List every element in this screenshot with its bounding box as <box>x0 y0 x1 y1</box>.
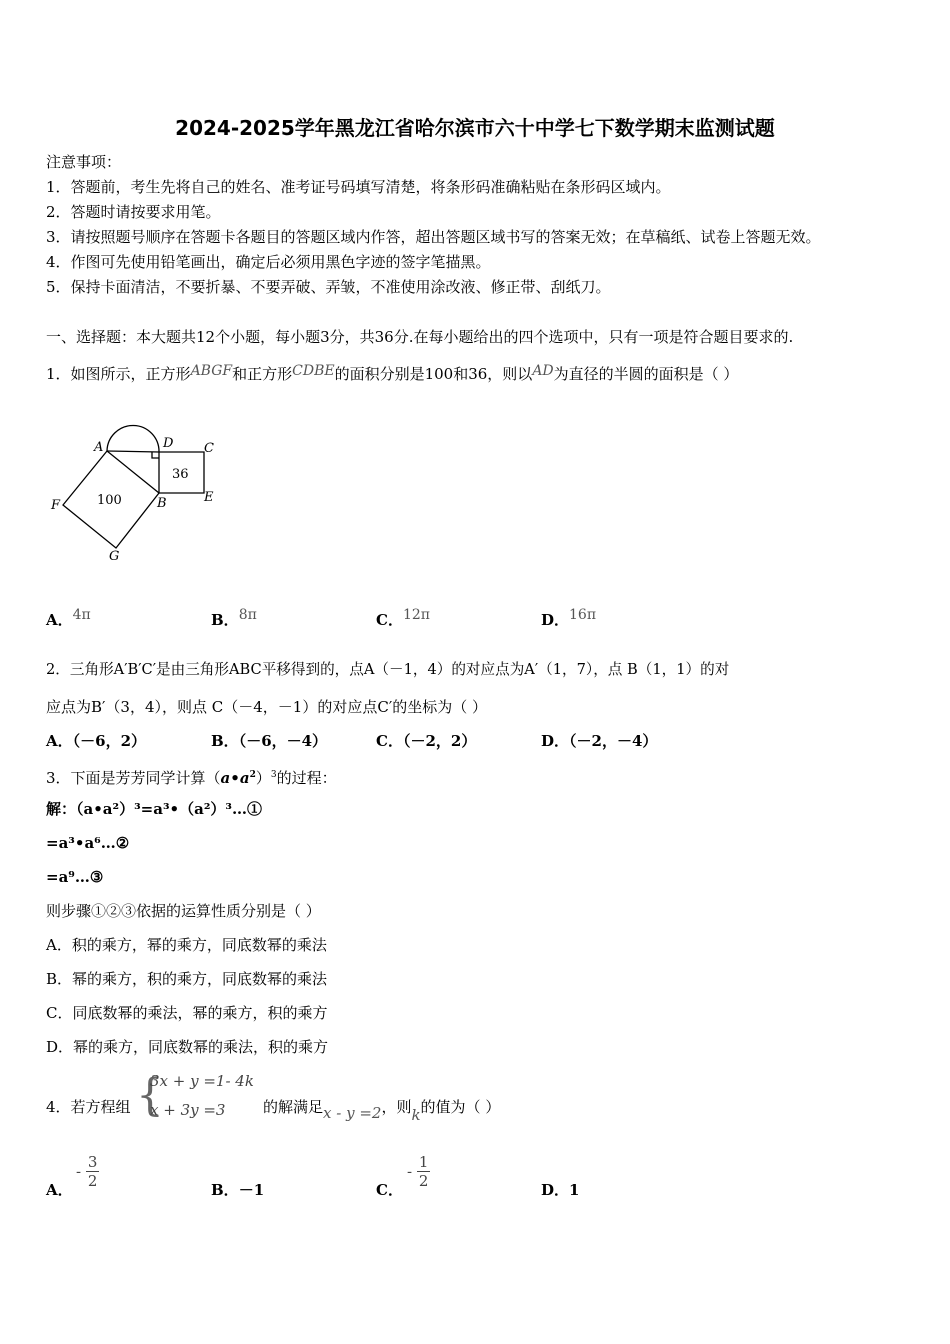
math-ad: AD <box>532 363 554 379</box>
section-heading: 一、选择题：本大题共12个小题，每小题3分，共36分.在每小题给出的四个选项中，只有一项是符合题目要求的. <box>46 328 794 346</box>
question-4-stem-b <box>263 1097 501 1124</box>
numerator: 1 <box>418 1153 429 1171</box>
denominator: 2 <box>418 1172 429 1190</box>
option-b[interactable] <box>211 607 257 631</box>
option-value: 8π <box>238 607 257 623</box>
option-value: －1 <box>238 1181 265 1199</box>
area-100: 100 <box>97 493 122 508</box>
option-label: B． <box>211 611 239 629</box>
text: ） <box>255 769 271 787</box>
question-number: 4． <box>46 1098 71 1116</box>
option-a[interactable] <box>46 731 146 751</box>
option-a[interactable] <box>46 607 91 631</box>
text: 若方程组 <box>70 1098 131 1116</box>
math-abgf: ABGF <box>190 363 233 379</box>
option-label: D． <box>541 1181 570 1199</box>
option-d[interactable] <box>541 731 657 751</box>
question-3-ask: 则步骤①②③依据的运算性质分别是（ ） <box>46 902 321 920</box>
question-3-stem <box>46 765 337 788</box>
option-value: （－2，2） <box>402 732 477 750</box>
brace-icon: { <box>136 1070 164 1121</box>
option-c[interactable] <box>376 731 476 751</box>
area-36: 36 <box>172 467 189 482</box>
option-label: D． <box>541 732 570 750</box>
notice-heading: 注意事项： <box>46 153 122 171</box>
math-cdbe: CDBE <box>292 363 335 379</box>
condition: x - y =2 <box>323 1104 382 1122</box>
notice-item: 3．请按照题号顺序在答题卡各题目的答题区域内作答，超出答题区域书写的答案无效；在草稿纸、试卷上答题无效。 <box>46 228 821 246</box>
text: 的值为（ ） <box>420 1098 501 1116</box>
option-value: 16π <box>569 607 597 623</box>
label-c: C <box>204 441 214 456</box>
right-angle-mark <box>152 452 159 458</box>
option-d[interactable] <box>541 607 597 631</box>
option-value: （－6，－4） <box>238 732 328 750</box>
option-c[interactable]: C．同底数幂的乘法，幂的乘方，积的乘方 <box>46 1004 328 1022</box>
exponent: 2 <box>249 770 256 780</box>
notice-item: 4．作图可先使用铅笔画出，确定后必须用黑色字迹的签字笔描黑。 <box>46 253 491 271</box>
question-4-stem-a <box>46 1097 131 1117</box>
text: 的过程： <box>276 769 337 787</box>
option-value: 4π <box>72 607 91 623</box>
question-1-stem <box>46 364 738 385</box>
label-f: F <box>51 498 61 513</box>
option-a-value <box>76 1153 99 1190</box>
text: 和正方形 <box>232 365 293 383</box>
text: 如图所示，正方形 <box>70 365 191 383</box>
option-label: B． <box>211 1181 239 1199</box>
option-a[interactable]: A．积的乘方，幂的乘方，同底数幂的乘法 <box>46 936 327 954</box>
option-b[interactable] <box>211 731 327 751</box>
option-value: 12π <box>402 607 430 623</box>
question-2-line-1: 2．三角形A′B′C′是由三角形ABC平移得到的，点A（－1，4）的对应点为A′（1，7），点 B（1，1）的对 <box>46 661 730 678</box>
option-label: D． <box>541 611 570 629</box>
label-g: G <box>109 549 120 564</box>
option-label: C． <box>376 611 403 629</box>
geometry-figure <box>46 410 236 570</box>
notice-item: 2．答题时请按要求用笔。 <box>46 203 221 221</box>
option-value: （－6，2） <box>72 732 147 750</box>
question-2-line-2: 应点为B′（3，4），则点 C（－4，－1）的对应点C′的坐标为（ ） <box>46 698 488 716</box>
option-d[interactable] <box>541 1180 579 1200</box>
label-d: D <box>163 436 174 451</box>
exponent: 3 <box>270 770 277 780</box>
option-c-label[interactable]: C． <box>376 1181 403 1199</box>
label-e: E <box>204 490 214 505</box>
semicircle <box>107 426 159 452</box>
step-3: =a⁹…③ <box>46 868 104 886</box>
page-title: 2024-2025学年黑龙江省哈尔滨市六十中学七下数学期末监测试题 <box>175 116 775 140</box>
equation-1: 3x + y =1- 4k <box>150 1072 254 1090</box>
notice-item: 5．保持卡面清洁，不要折暴、不要弄破、弄皱，不准使用涂改液、修正带、刮纸刀。 <box>46 278 611 296</box>
text: 的面积分别是100和36，则以 <box>334 365 533 383</box>
sign: - <box>76 1162 82 1181</box>
option-b[interactable] <box>211 1180 264 1200</box>
notice-item: 1．答题前，考生先将自己的姓名、准考证号码填写清楚，将条形码准确粘贴在条形码区域内。 <box>46 178 671 196</box>
option-c[interactable] <box>376 607 430 631</box>
question-number: 1． <box>46 365 71 383</box>
option-a-label[interactable]: A． <box>46 1181 73 1199</box>
sign: - <box>407 1162 413 1181</box>
option-label: A． <box>46 611 73 629</box>
option-c-value <box>407 1153 430 1190</box>
step-2: =a³•a⁶…② <box>46 834 130 852</box>
option-label: C． <box>376 732 403 750</box>
text: ，则 <box>381 1098 412 1116</box>
option-b[interactable]: B．幂的乘方，积的乘方，同底数幂的乘法 <box>46 970 328 988</box>
label-b: B <box>157 496 167 511</box>
denominator: 2 <box>87 1172 98 1190</box>
option-label: B． <box>211 732 239 750</box>
step-1: 解：（a•a²）³=a³•（a²）³…① <box>46 800 262 818</box>
fraction <box>417 1153 431 1190</box>
math: a•a <box>220 769 250 787</box>
text: 的解满足 <box>263 1098 324 1116</box>
numerator: 3 <box>87 1153 98 1171</box>
equation-2: x + 3y =3 <box>150 1101 226 1119</box>
segment-ad <box>107 451 159 452</box>
fraction <box>86 1153 100 1190</box>
label-a: A <box>94 440 104 455</box>
option-label: A． <box>46 732 73 750</box>
option-value: 1 <box>569 1181 580 1199</box>
option-value: （－2，－4） <box>569 732 658 750</box>
math-k: k <box>411 1106 421 1124</box>
option-d[interactable]: D．幂的乘方，同底数幂的乘法，积的乘方 <box>46 1038 329 1056</box>
text: 为直径的半圆的面积是（ ） <box>553 365 739 383</box>
text: 3．下面是芳芳同学计算（ <box>46 769 221 787</box>
